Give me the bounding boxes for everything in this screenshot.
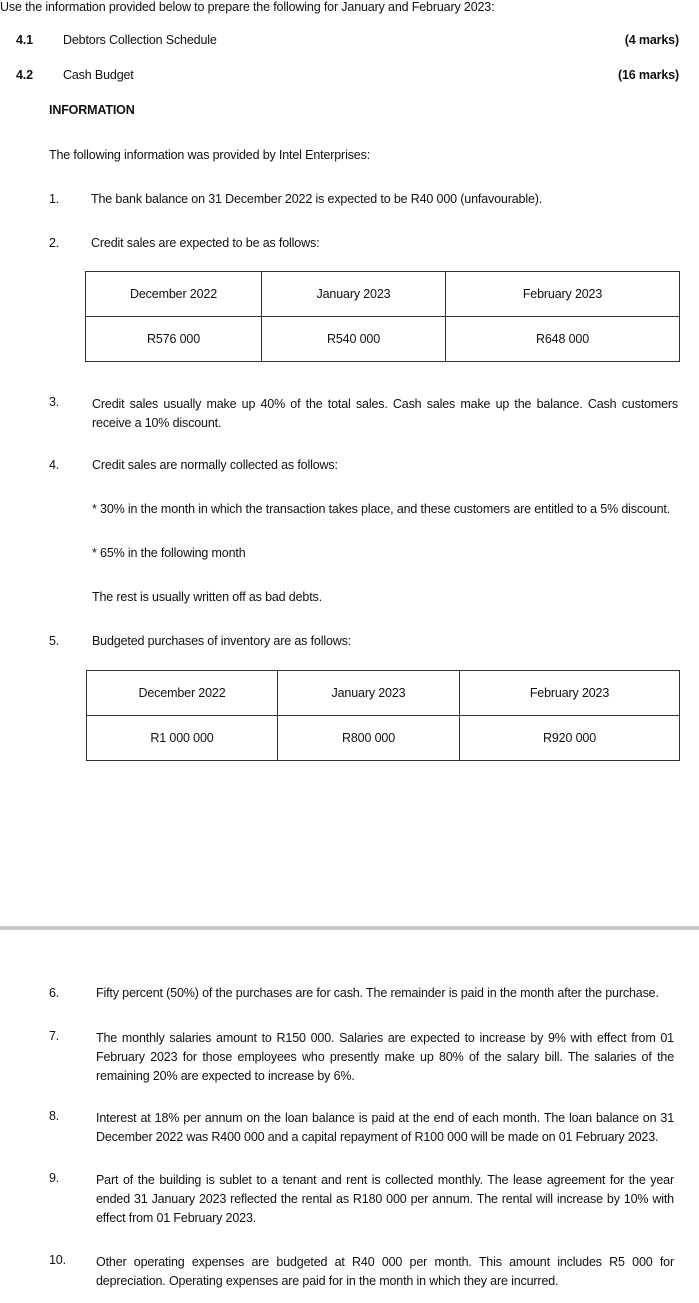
purchases-table <box>86 670 680 761</box>
table-header-cell: December 2022 <box>86 272 262 317</box>
item-number-4: 4. <box>49 458 60 472</box>
table-header-cell: January 2023 <box>262 272 446 317</box>
item-text-10: Other operating expenses are budgeted at R40 000 per month. This amount includes R5 000 for depreciation. Operating expenses are paid for in the month in which they are incurred. <box>96 1255 674 1288</box>
item-number-5: 5. <box>49 634 60 648</box>
item-number-3: 3. <box>49 395 60 409</box>
item-text-1: The bank balance on 31 December 2022 is expected to be R40 000 (unfavourable). <box>91 192 543 206</box>
table-cell: R1 000 000 <box>87 716 278 761</box>
table-cell: R576 000 <box>86 317 262 362</box>
task-marks-4-1: (4 marks) <box>624 33 679 47</box>
table-row <box>86 317 680 362</box>
item-number-8: 8. <box>49 1109 60 1123</box>
item-text-5: Budgeted purchases of inventory are as follows: <box>92 634 352 648</box>
task-number-4-1: 4.1 <box>16 33 33 47</box>
intro-text: Use the information provided below to prepare the following for January and February 2023: <box>0 0 495 14</box>
item-number-9: 9. <box>49 1171 60 1185</box>
item-number-2: 2. <box>49 236 60 250</box>
table-header-cell: February 2023 <box>446 272 680 317</box>
item-text-9: Part of the building is sublet to a tenant and rent is collected monthly. The lease agreement for the year ended 31 January 2023 reflected the rental as R180 000 per annum. The rental will increase by 10% with effect from 01 February 2023. <box>96 1173 674 1225</box>
task-label-cash-budget: Cash Budget <box>63 68 134 82</box>
item-text-2: Credit sales are expected to be as follows: <box>91 236 320 250</box>
item-number-1: 1. <box>49 192 60 206</box>
table-cell: R920 000 <box>460 716 680 761</box>
table-header-row <box>87 671 680 716</box>
table-header-cell: January 2023 <box>278 671 460 716</box>
information-heading: INFORMATION <box>49 103 135 117</box>
item-text-3: Credit sales usually make up 40% of the total sales. Cash sales make up the balance. Cash customers receive a 10% discount. <box>92 397 678 430</box>
item-number-10: 10. <box>49 1253 66 1267</box>
table-header-cell: February 2023 <box>460 671 680 716</box>
table-header-row <box>86 272 680 317</box>
table-cell: R800 000 <box>278 716 460 761</box>
item-text-7: The monthly salaries amount to R150 000. Salaries are expected to increase by 9% with effect from 01 February 2023 for those employees who presently make up 80% of the salary bill. The salaries of the remaining 20% are expected to increase by 6%. <box>96 1031 674 1083</box>
task-label-debtors-collection-schedule: Debtors Collection Schedule <box>63 33 217 47</box>
collection-subpoint-30-percent: * 30% in the month in which the transaction takes place, and these customers are entitled to a 5% discount. <box>92 502 671 516</box>
item-number-7: 7. <box>49 1029 60 1043</box>
task-marks-4-2: (16 marks) <box>617 68 679 82</box>
table-cell: R540 000 <box>262 317 446 362</box>
table-row <box>87 716 680 761</box>
collection-subpoint-bad-debts: The rest is usually written off as bad debts. <box>92 590 322 604</box>
collection-subpoint-65-percent: * 65% in the following month <box>92 546 246 560</box>
item-text-6: Fifty percent (50%) of the purchases are for cash. The remainder is paid in the month after the purchase. <box>96 986 659 1000</box>
table-cell: R648 000 <box>446 317 680 362</box>
information-intro: The following information was provided by Intel Enterprises: <box>49 148 371 162</box>
credit-sales-table <box>85 271 680 362</box>
item-text-4: Credit sales are normally collected as follows: <box>92 458 338 472</box>
table-header-cell: December 2022 <box>87 671 278 716</box>
item-text-8: Interest at 18% per annum on the loan balance is paid at the end of each month. The loan balance on 31 December 2022 was R400 000 and a capital repayment of R100 000 will be made on 01 February 2023. <box>96 1111 674 1144</box>
item-number-6: 6. <box>49 986 60 1000</box>
task-number-4-2: 4.2 <box>16 68 33 82</box>
page-divider <box>0 926 699 930</box>
